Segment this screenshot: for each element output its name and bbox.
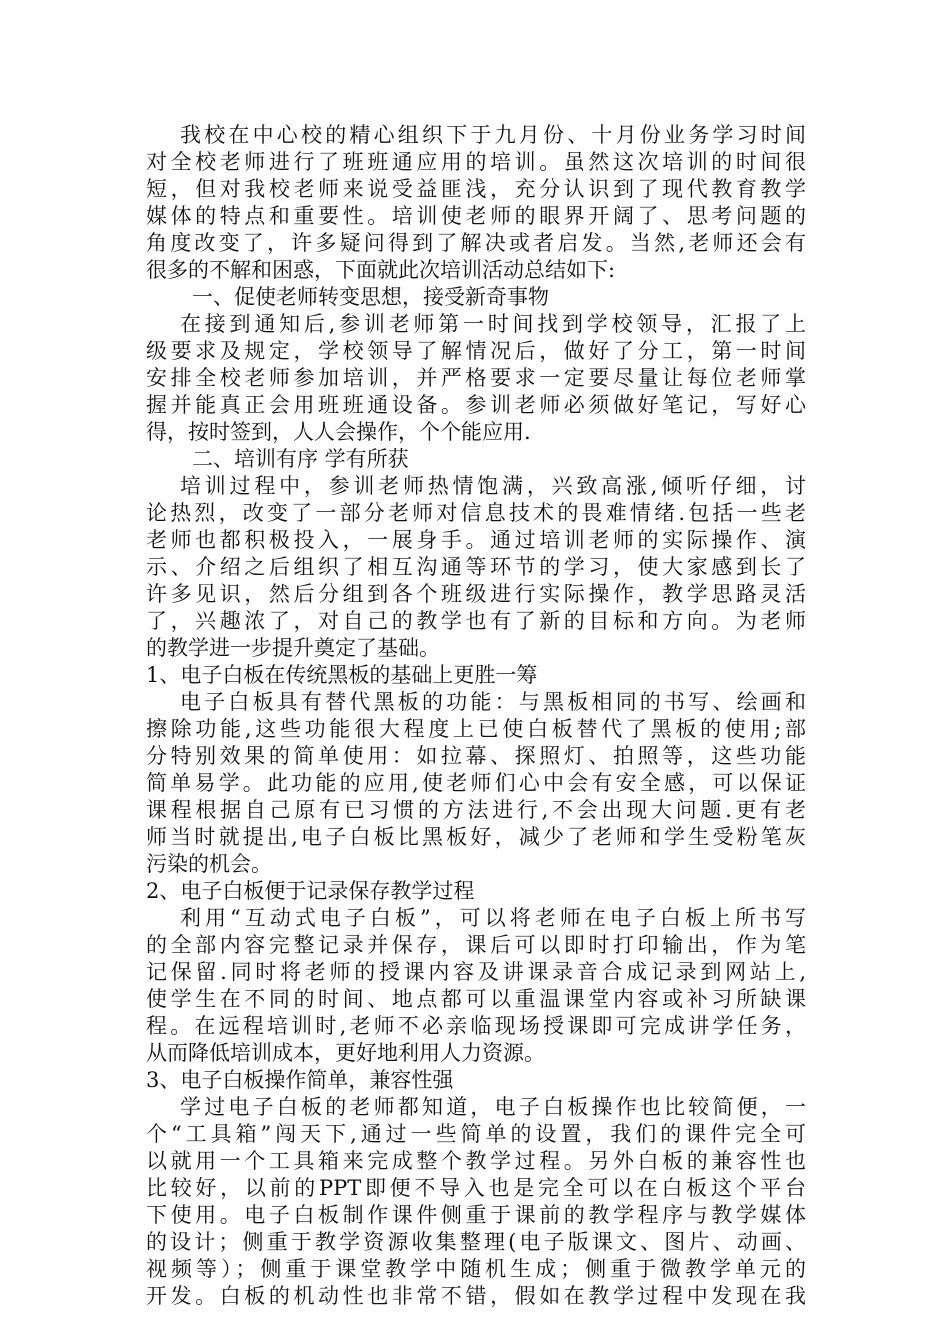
paragraph-line: 短，但对我校老师来说受益匪浅，充分认识到了现代教育教学 [146,177,806,201]
paragraph-first-line: 电子白板具有替代黑板的功能：与黑板相同的书写、绘画和 [180,690,806,714]
paragraph-line: 示、介绍之后组织了相互沟通等环节的学习，使大家感到长了 [146,555,806,579]
paragraph-line: 简单易学。此功能的应用,使老师们心中会有安全感，可以保证 [146,771,806,795]
paragraph-first-line: 我校在中心校的精心组织下于九月份、十月份业务学习时间 [180,123,806,147]
paragraph-line: 课程根据自己原有已习惯的方法进行,不会出现大问题.更有老 [146,798,806,822]
paragraph-line: 老师也都积极投入，一展身手。通过培训老师的实际操作、演 [146,528,806,552]
paragraph-line: 擦除功能,这些功能很大程度上已使白板替代了黑板的使用;部 [146,717,806,741]
paragraph-line: 了，兴趣浓了，对自己的教学也有了新的目标和方向。为老师 [146,609,806,633]
paragraph-line: 以就用一个工具箱来完成整个教学过程。另外白板的兼容性也 [146,1149,806,1173]
paragraph-line: 的全部内容完整记录并保存，课后可以即时打印输出，作为笔 [146,933,806,957]
section-heading: 一、促使老师转变思想，接受新奇事物 [192,285,549,309]
paragraph-line: 安排全校老师参加培训，并严格要求一定要尽量让每位老师掌 [146,366,806,390]
paragraph-line: 使学生在不同的时间、地点都可以重温课堂内容或补习所缺课 [146,987,806,1011]
paragraph-first-line: 培训过程中，参训老师热情饱满，兴致高涨,倾听仔细，讨 [180,474,806,498]
paragraph-line: 分特别效果的简单使用：如拉幕、探照灯、拍照等，这些功能 [146,744,806,768]
paragraph-first-line: 利用“互动式电子白板”，可以将老师在电子白板上所书写 [180,906,806,930]
paragraph-line: 级要求及规定，学校领导了解情况后，做好了分工，第一时间 [146,339,806,363]
paragraph-line: 个“工具箱”闯天下,通过一些简单的设置，我们的课件完全可 [146,1122,806,1146]
paragraph-line: 程。在远程培训时,老师不必亲临现场授课即可完成讲学任务， [146,1014,806,1038]
paragraph-line: 视频等）；侧重于课堂教学中随机生成；侧重于微教学单元的 [146,1257,806,1281]
paragraph-line: 许多见识，然后分组到各个班级进行实际操作，教学思路灵活 [146,582,806,606]
numbered-subheading: 2、电子白板便于记录保存教学过程 [146,879,475,903]
paragraph-last-line: 从而降低培训成本，更好地利用人力资源。 [146,1041,545,1065]
paragraph-line: 论热烈，改变了一部分老师对信息技术的畏难情绪.包括一些老 [146,501,806,525]
paragraph-line: 握并能真正会用班班通设备。参训老师必须做好笔记，写好心 [146,393,806,417]
paragraph-line: 师当时就提出,电子白板比黑板好，减少了老师和学生受粉笔灰 [146,825,806,849]
numbered-subheading: 3、电子白板操作简单，兼容性强 [146,1068,454,1092]
paragraph-line: 记保留.同时将老师的授课内容及讲课录音合成记录到网站上, [146,960,806,984]
paragraph-first-line: 在接到通知后,参训老师第一时间找到学校领导，汇报了上 [180,312,806,336]
paragraph-first-line: 学过电子白板的老师都知道，电子白板操作也比较简便，一 [180,1095,806,1119]
paragraph-line: 角度改变了，许多疑问得到了解决或者启发。当然,老师还会有 [146,231,806,255]
numbered-subheading: 1、电子白板在传统黑板的基础上更胜一筹 [146,663,538,687]
section-heading: 二、培训有序 学有所获 [192,447,409,471]
paragraph-last-line: 很多的不解和困惑，下面就此次培训活动总结如下: [146,258,616,282]
paragraph-line: 下使用。电子白板制作课件侧重于课前的教学程序与教学媒体 [146,1203,806,1227]
paragraph-last-line: 的教学进一步提升奠定了基础。 [146,636,440,660]
paragraph-last-line: 污染的机会。 [146,852,272,876]
paragraph-line: 对全校老师进行了班班通应用的培训。虽然这次培训的时间很 [146,150,806,174]
document-body [146,122,806,1310]
paragraph-line: 的设计；侧重于教学资源收集整理(电子版课文、图片、动画、 [146,1230,806,1254]
paragraph-line: 比较好，以前的PPT即便不导入也是完全可以在白板这个平台 [146,1176,806,1200]
paragraph-line: 开发。白板的机动性也非常不错，假如在教学过程中发现在我 [146,1284,806,1308]
paragraph-last-line: 得，按时签到，人人会操作，个个能应用. [146,420,531,444]
paragraph-line: 媒体的特点和重要性。培训使老师的眼界开阔了、思考问题的 [146,204,806,228]
